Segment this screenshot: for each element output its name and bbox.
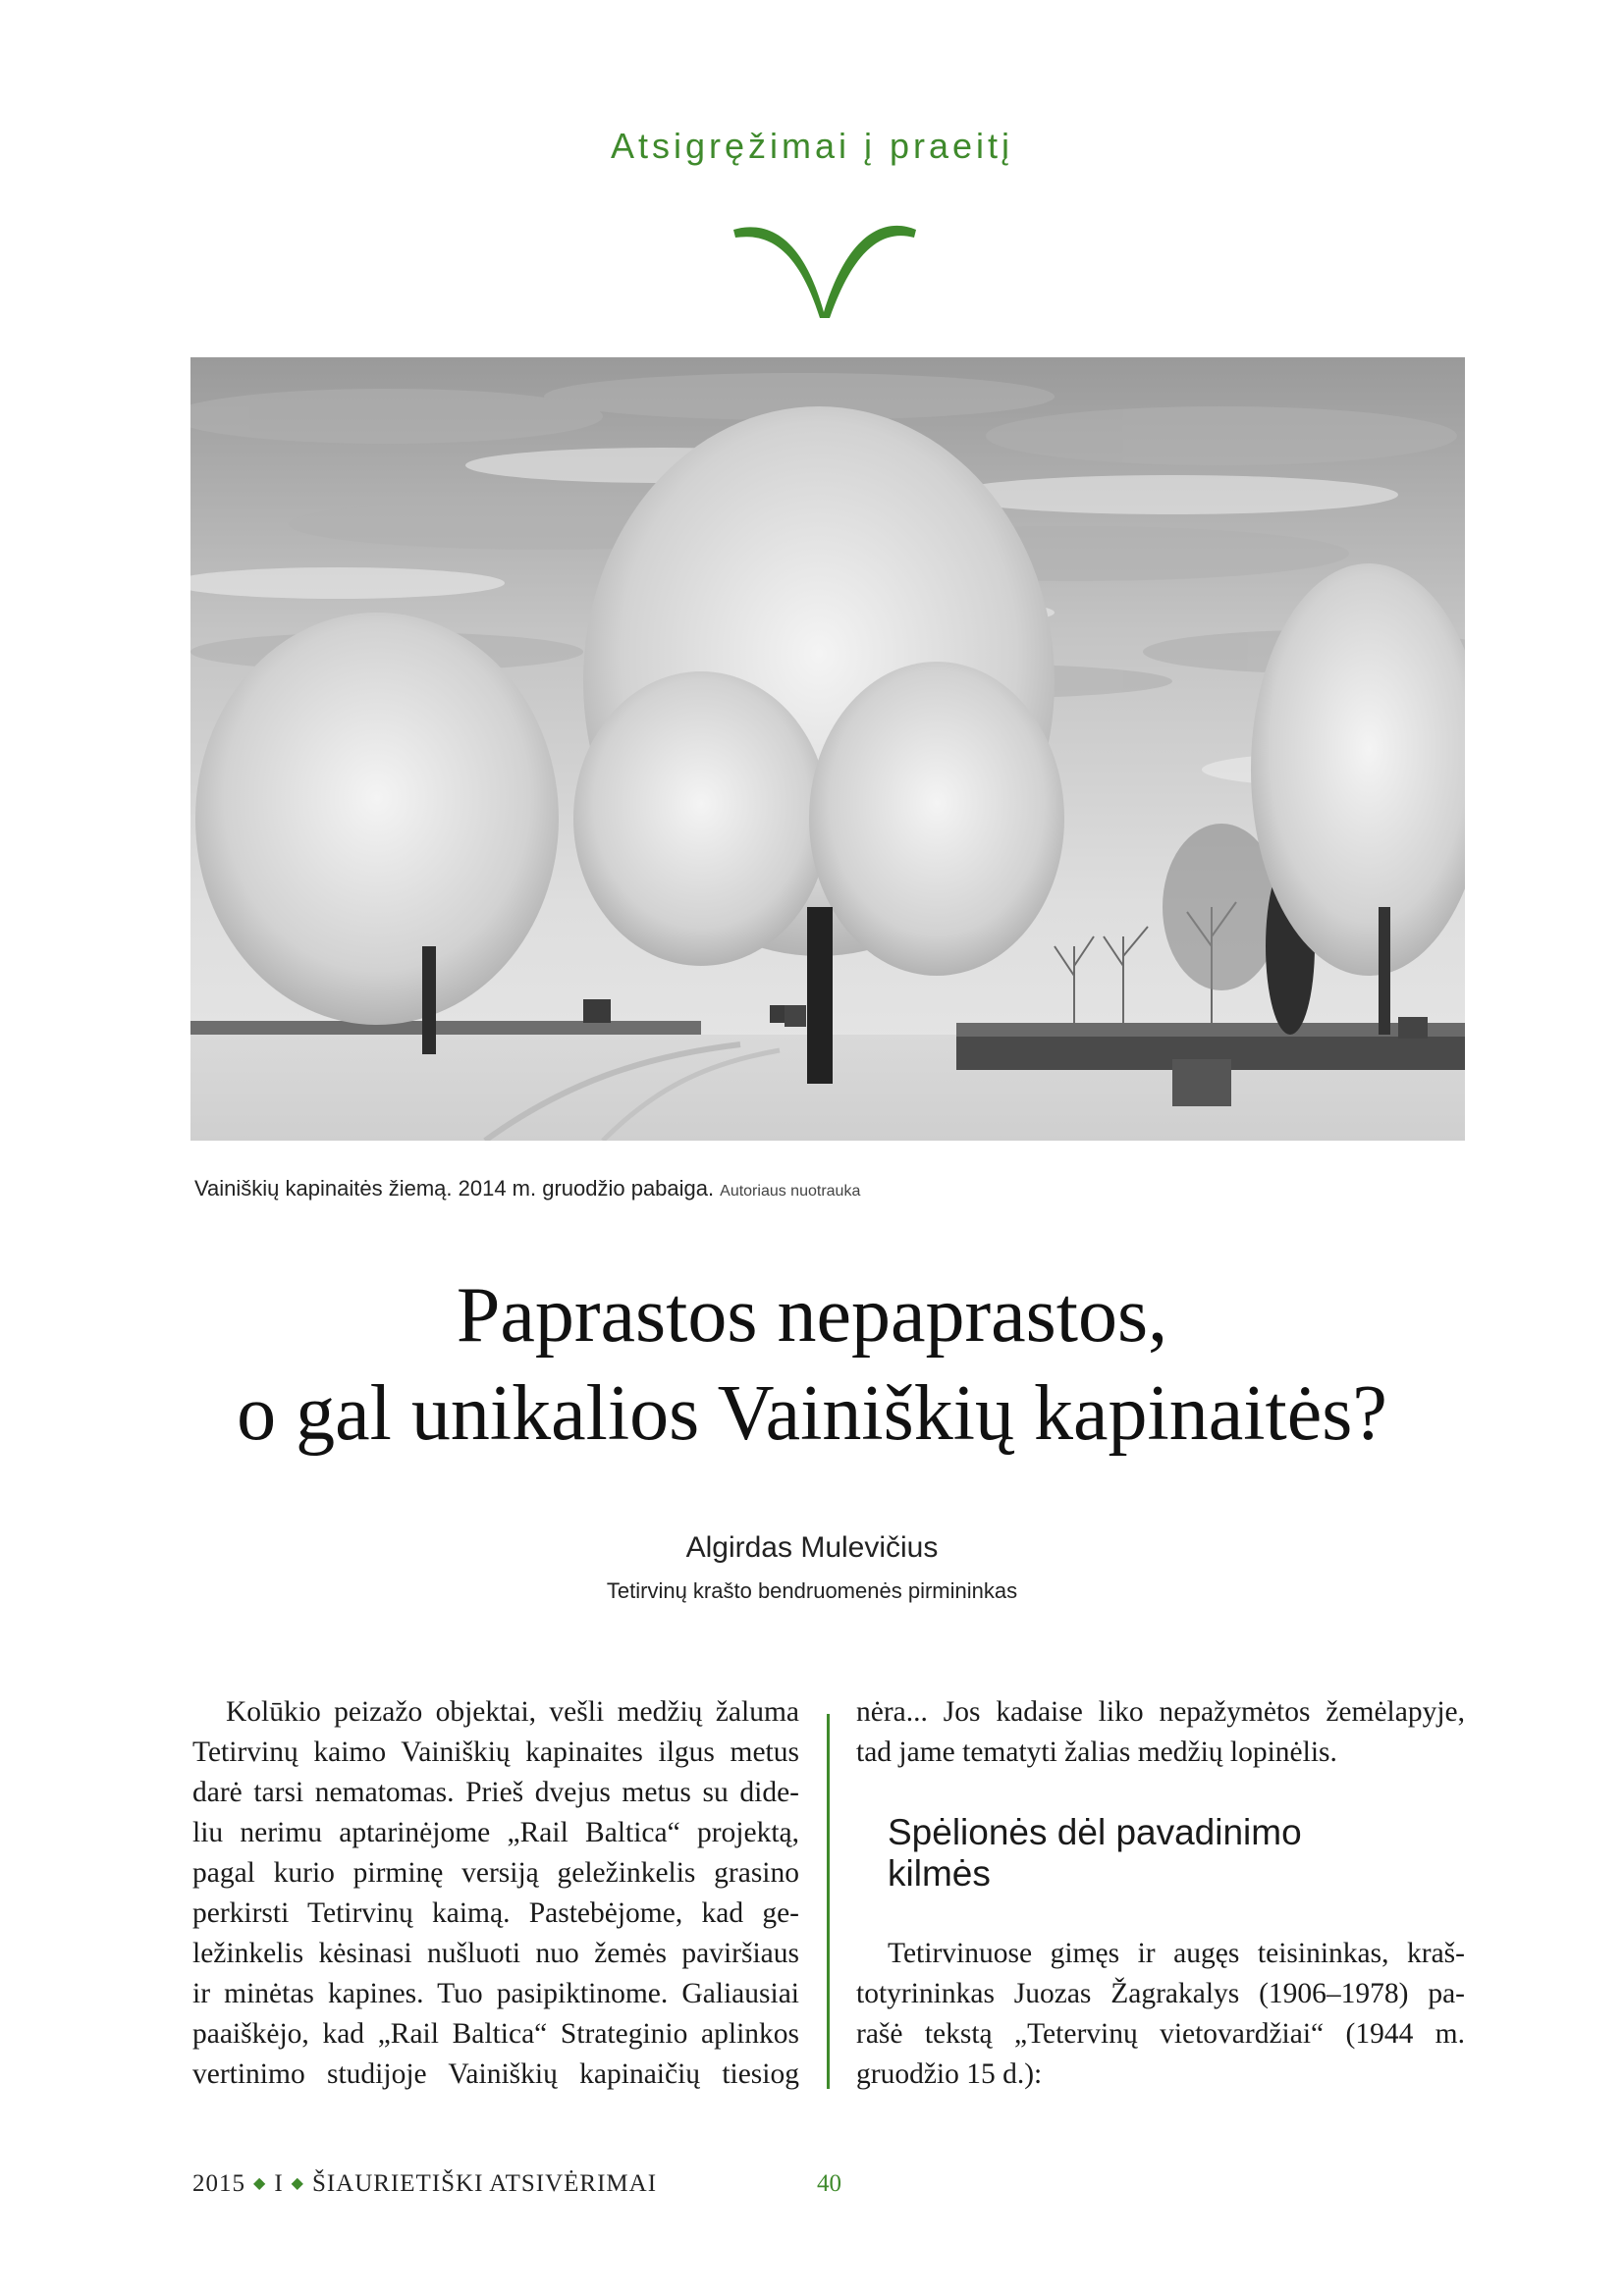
- diamond-icon: ◆: [253, 2175, 267, 2192]
- footer-journal: ŠIAURIETIŠKI ATSIVĖRIMAI: [311, 2170, 658, 2197]
- photo-credit: Autoriaus nuotrauka: [720, 1183, 861, 1200]
- text-line: Tetirvinuose gimęs ir augęs teisininkas, kraš-: [888, 1938, 1465, 1969]
- subheading: [888, 1812, 1465, 1895]
- footer-issue: I: [274, 2170, 284, 2197]
- page-footer: [192, 2170, 657, 2198]
- winter-cemetery-photo: [190, 357, 1465, 1141]
- title-line-1: Paprastos nepaprastos,: [456, 1272, 1168, 1359]
- subheading-line-1: Spėlionės dėl pavadinimo: [888, 1812, 1302, 1852]
- article-title: [0, 1266, 1624, 1463]
- text-line: Tetirvinų kaimo Vainiškių kapinaites ilgus metus: [192, 1736, 799, 1768]
- diamond-icon: ◆: [291, 2175, 304, 2192]
- text-line: Kolūkio peizažo objektai, vešli medžių žaluma: [226, 1696, 799, 1728]
- subheading-line-2: kilmės: [888, 1853, 991, 1894]
- text-line: rašė tekstą „Tetervinų vietovardžiai“ (1944 m.: [856, 2018, 1465, 2050]
- footer-year: 2015: [192, 2170, 245, 2197]
- text-line: perkirsti Tetirvinų kaimą. Pastebėjome, kad ge-: [192, 1897, 799, 1929]
- text-line: vertinimo studijoje Vainiškių kapinaičių tiesiog: [192, 2058, 799, 2090]
- text-line: paaiškėjo, kad „Rail Baltica“ Strateginio aplinkos: [192, 2018, 799, 2050]
- author-name: Algirdas Mulevičius: [685, 1531, 939, 1564]
- text-line: ir minėtas kapines. Tuo pasipiktinome. Galiausiai: [192, 1978, 799, 2009]
- title-line-2: o gal unikalios Vainiškių kapinaitės?: [237, 1370, 1387, 1457]
- text-line: darė tarsi nematomas. Prieš dvejus metus su dide-: [192, 1777, 799, 1808]
- text-line: nėra... Jos kadaise liko nepažymėtos žemėlapyje,: [856, 1696, 1465, 1728]
- column-divider: [827, 1714, 830, 2089]
- text-line: ležinkelis kėsinasi nušluoti nuo žemės paviršiaus: [192, 1938, 799, 1969]
- text-line: pagal kurio pirminę versiją geležinkelis grasino: [192, 1857, 799, 1889]
- right-column: [856, 1692, 1465, 2095]
- photo-caption: [194, 1176, 860, 1201]
- green-v-emblem-icon: [722, 216, 928, 324]
- page-number: 40: [817, 2170, 841, 2197]
- section-header: Atsigręžimai į praeitį: [610, 126, 1014, 166]
- left-column: [192, 1692, 799, 2095]
- text-line: liu nerimu aptarinėjome „Rail Baltica“ projektą,: [192, 1817, 799, 1848]
- text-line: gruodžio 15 d.):: [856, 2058, 1043, 2090]
- caption-text: Vainiškių kapinaitės žiemą. 2014 m. gruodžio pabaiga.: [194, 1176, 715, 1201]
- text-line: tad jame tematyti žalias medžių lopinėlis.: [856, 1736, 1337, 1768]
- author-affiliation: Tetirvinų krašto bendruomenės pirmininkas: [606, 1578, 1018, 1603]
- text-line: totyrininkas Juozas Žagrakalys (1906–1978) pa-: [856, 1978, 1465, 2009]
